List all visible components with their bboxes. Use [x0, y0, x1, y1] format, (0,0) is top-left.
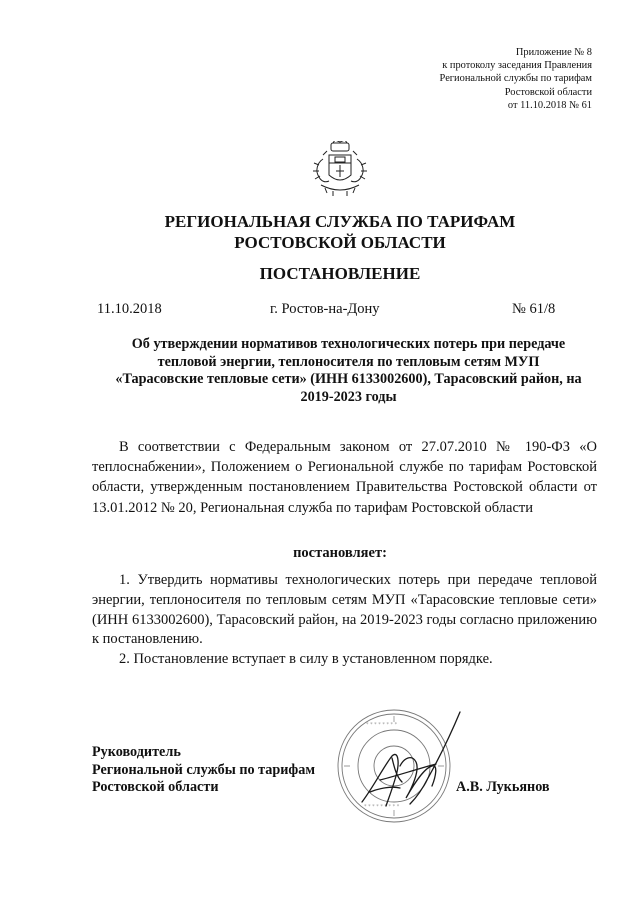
decree-word: постановляет:: [293, 545, 387, 561]
document-number: № 61/8: [512, 301, 556, 317]
annex-line: к протоколу заседания Правления: [442, 60, 592, 72]
subject-line: Об утверждении нормативов технологических потерь при передаче: [131, 336, 566, 352]
signatory-line: Ростовской области: [92, 779, 219, 795]
resolution-items: [92, 571, 597, 670]
document-type: ПОСТАНОВЛЕНИЕ: [259, 264, 421, 283]
org-line-2: РОСТОВСКОЙ ОБЛАСТИ: [234, 233, 446, 252]
signatory-line: Региональной службы по тарифам: [92, 761, 316, 778]
svg-text:* * * * * * * *: * * * * * * * *: [366, 722, 398, 728]
organization-title: [80, 211, 600, 253]
coat-of-arms-icon: [311, 141, 369, 199]
signatory-line: Руководитель: [92, 744, 181, 760]
signatory-position: [92, 744, 315, 797]
resolution-item-2: 2. Постановление вступает в силу в установленном порядке.: [119, 651, 493, 668]
annex-line: Региональной службы по тарифам: [439, 73, 592, 85]
signatory-name: А.В. Лукьянов: [456, 779, 550, 795]
subject-line: тепловой энергии, теплоносителя по тепловым сетям МУП: [157, 353, 540, 370]
org-line-1: РЕГИОНАЛЬНАЯ СЛУЖБА ПО ТАРИФАМ: [164, 212, 516, 231]
annex-line: от 11.10.2018 № 61: [507, 99, 592, 111]
document-date: 11.10.2018: [97, 301, 162, 317]
annex-line: Приложение № 8: [515, 47, 592, 58]
resolution-item-1: 1. Утвердить нормативы технологических потерь при передаче тепловой энергии, теплоносителя по тепловым сетям МУП «Тарасовские тепловые сети» (ИНН 6133002600), Тарасовский район, на 2019-2023 годы согласно приложению к постановлению.: [92, 572, 597, 648]
document-city: г. Ростов-на-Дону: [270, 301, 380, 317]
svg-text:* * * * * * * * *: * * * * * * * * *: [364, 804, 400, 810]
handwritten-signature-icon: [340, 706, 490, 824]
annex-line: Ростовской области: [504, 86, 592, 98]
annex-note: [352, 46, 592, 112]
document-subject: [92, 336, 605, 406]
subject-line: «Тарасовские тепловые сети» (ИНН 6133002600), Тарасовский район, на: [115, 371, 582, 387]
legal-basis-paragraph: В соответствии с Федеральным законом от 27.07.2010 № 190-ФЗ «О теплоснабжении», Положением о Региональной службе по тарифам Ростовской области, утвержденным постановлением Правительства Ростовской области от 13.01.2012 № 20, Региональная служба по тарифам Ростовской области: [92, 439, 597, 516]
subject-line: 2019-2023 годы: [300, 388, 397, 405]
